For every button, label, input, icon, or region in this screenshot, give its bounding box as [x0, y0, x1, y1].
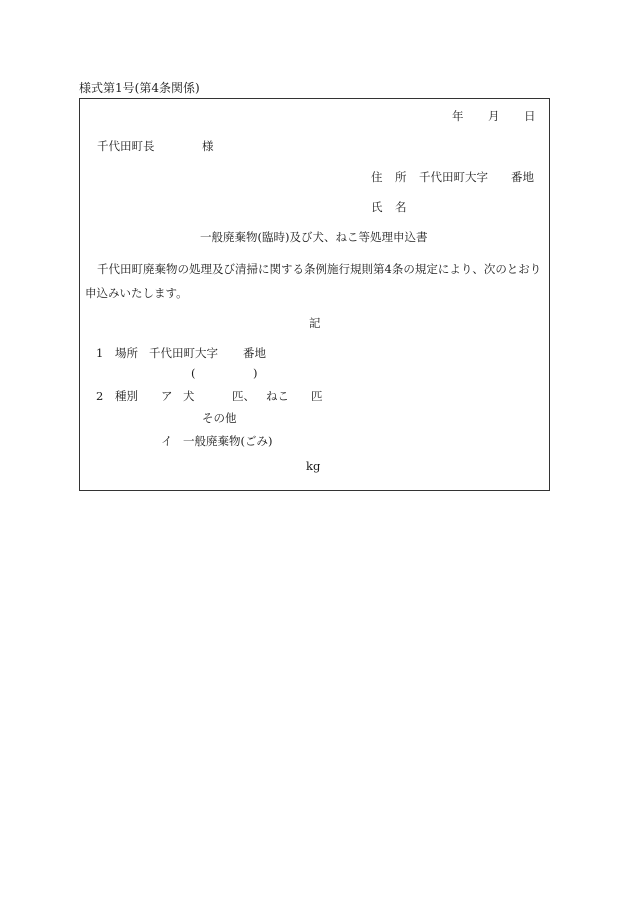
item1-label: 場所: [115, 346, 138, 360]
name-label-first-char: 氏: [371, 200, 383, 214]
item1-town: 千代田町大字: [149, 346, 218, 360]
item2-cat: ねこ: [266, 389, 289, 403]
date-day-label: 日: [524, 109, 536, 123]
form-number: 様式第1号(第4条関係): [79, 81, 200, 95]
item1-paren-open: (: [191, 366, 196, 380]
date-year-label: 年: [452, 109, 464, 123]
item1-banchi: 番地: [243, 346, 266, 360]
applicant-address-banchi: 番地: [511, 170, 534, 184]
item2-general-waste: 一般廃棄物(ごみ): [183, 434, 273, 448]
item2-option-i: イ: [161, 434, 173, 448]
address-label-second-char: 所: [395, 170, 407, 184]
addressee-name: 千代田町長: [97, 139, 155, 153]
item1-paren-close: ): [253, 366, 258, 380]
body-text-line-1: 千代田町廃棄物の処理及び清掃に関する条例施行規則第4条の規定により、次のとおり: [97, 262, 542, 276]
addressee-honorific: 様: [202, 139, 214, 153]
item2-option-a: ア: [161, 389, 173, 403]
date-month-label: 月: [488, 109, 500, 123]
item2-other: その他: [202, 411, 237, 425]
item2-number: 2: [96, 389, 104, 403]
name-label-second-char: 名: [395, 200, 407, 214]
item2-label: 種別: [115, 389, 138, 403]
ki-heading: 記: [309, 316, 321, 330]
document-title: 一般廃棄物(臨時)及び犬、ねこ等処理申込書: [200, 230, 428, 244]
body-text-line-2: 申込みいたします。: [85, 286, 188, 300]
item2-kg-unit: kg: [306, 459, 321, 473]
item2-dog: 犬: [183, 389, 195, 403]
item1-number: 1: [96, 346, 104, 360]
applicant-address-town: 千代田町大字: [419, 170, 488, 184]
address-label-first-char: 住: [371, 170, 383, 184]
item2-cat-unit: 匹: [311, 389, 323, 403]
item2-dog-unit: 匹、: [232, 389, 255, 403]
